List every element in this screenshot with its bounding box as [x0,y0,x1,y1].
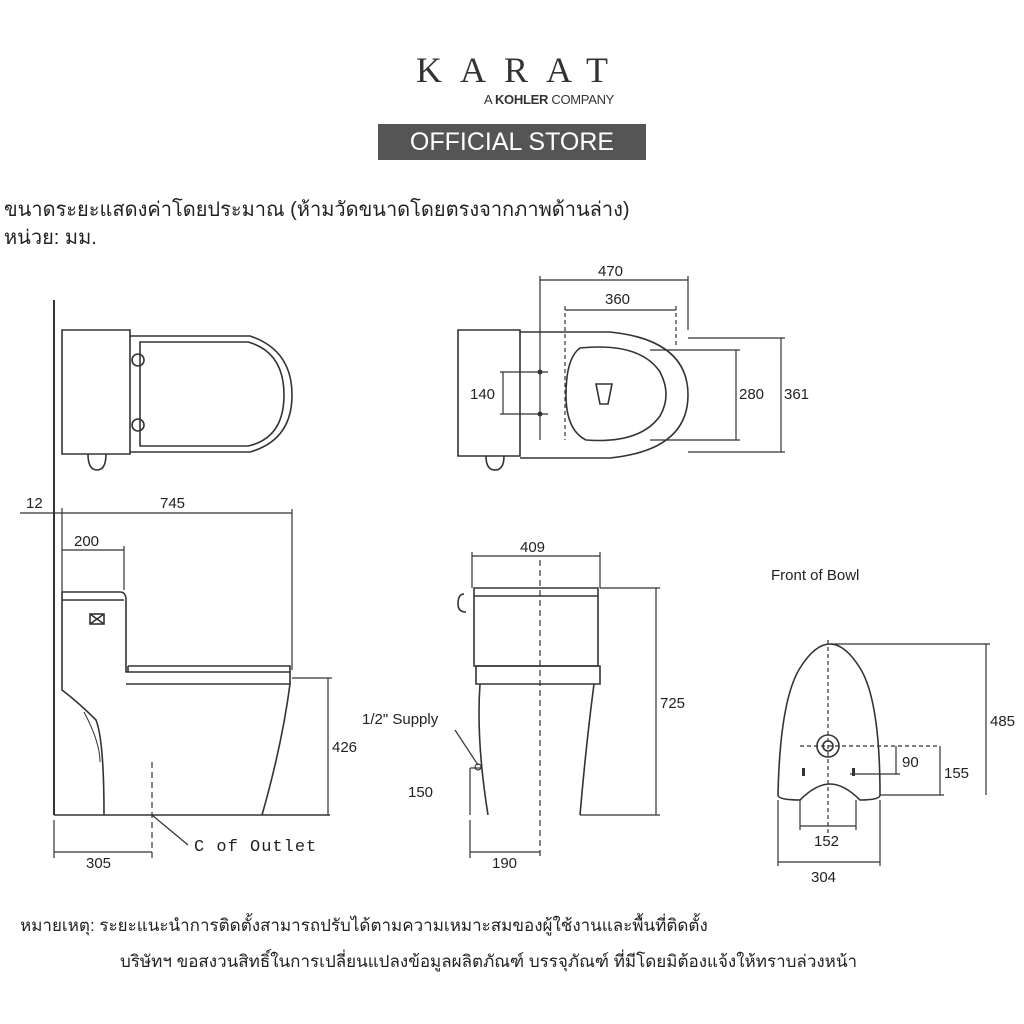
brand-sub-prefix: A [484,92,495,107]
dim-152: 152 [814,833,840,850]
brand-sub-suffix: COMPANY [548,92,615,107]
dim-725: 725 [660,695,686,712]
dim-361: 361 [784,386,810,403]
outlet-label: C of Outlet [194,838,318,857]
bowl-bolt-left [802,768,805,776]
dim-304: 304 [811,869,837,886]
official-store-banner: OFFICIAL STORE [378,124,646,160]
dim-426: 426 [332,739,358,756]
mount-hole-dot [538,412,543,417]
brand-sub-bold: KOHLER [494,92,549,107]
remark-line2: บริษัทฯ ขอสงวนสิทธิ์ในการเปลี่ยนแปลงข้อมูลผลิตภัณฑ์ บรรจุภัณฑ์ ที่มีโดยมิต้องแจ้งให้ทราบล่วงหน้า [120,952,858,971]
remark-line1: หมายเหตุ: ระยะแนะนำการติดตั้งสามารถปรับได้ตามความเหมาะสมของผู้ใช้งานและพื้นที่ติดตั้ง [20,916,708,935]
dim-745: 745 [160,495,186,512]
mount-hole-dot [538,370,543,375]
plan-dimension-lines [500,276,785,452]
front-dimension-lines [455,552,660,858]
dim-90: 90 [902,754,919,771]
plan-view-left [54,300,292,815]
dim-12: 12 [26,495,43,512]
dim-360: 360 [605,291,631,308]
supply-label: 1/2" Supply [362,711,439,728]
dim-190: 190 [492,855,518,872]
bowl-dimension-lines [778,640,990,866]
dim-280: 280 [739,386,765,403]
dim-200: 200 [74,533,100,550]
side-dimension-lines [20,508,332,858]
dim-305: 305 [86,855,112,872]
front-elevation [458,588,600,815]
bowl-title: Front of Bowl [771,567,860,584]
brand-logo: KARAT [415,50,626,90]
bowl-front-view [778,644,880,800]
dim-155: 155 [944,765,970,782]
dim-140: 140 [470,386,496,403]
dim-150: 150 [408,784,434,801]
dimension-note-unit: หน่วย: มม. [4,227,97,249]
dimension-note-line1: ขนาดระยะแสดงค่าโดยประมาณ (ห้ามวัดขนาดโดยตรงจากภาพด้านล่าง) [4,199,630,221]
bowl-bolt-right [852,768,855,776]
side-elevation [54,592,330,815]
dim-409: 409 [520,539,546,556]
dim-485: 485 [990,713,1016,730]
dim-470: 470 [598,263,624,280]
